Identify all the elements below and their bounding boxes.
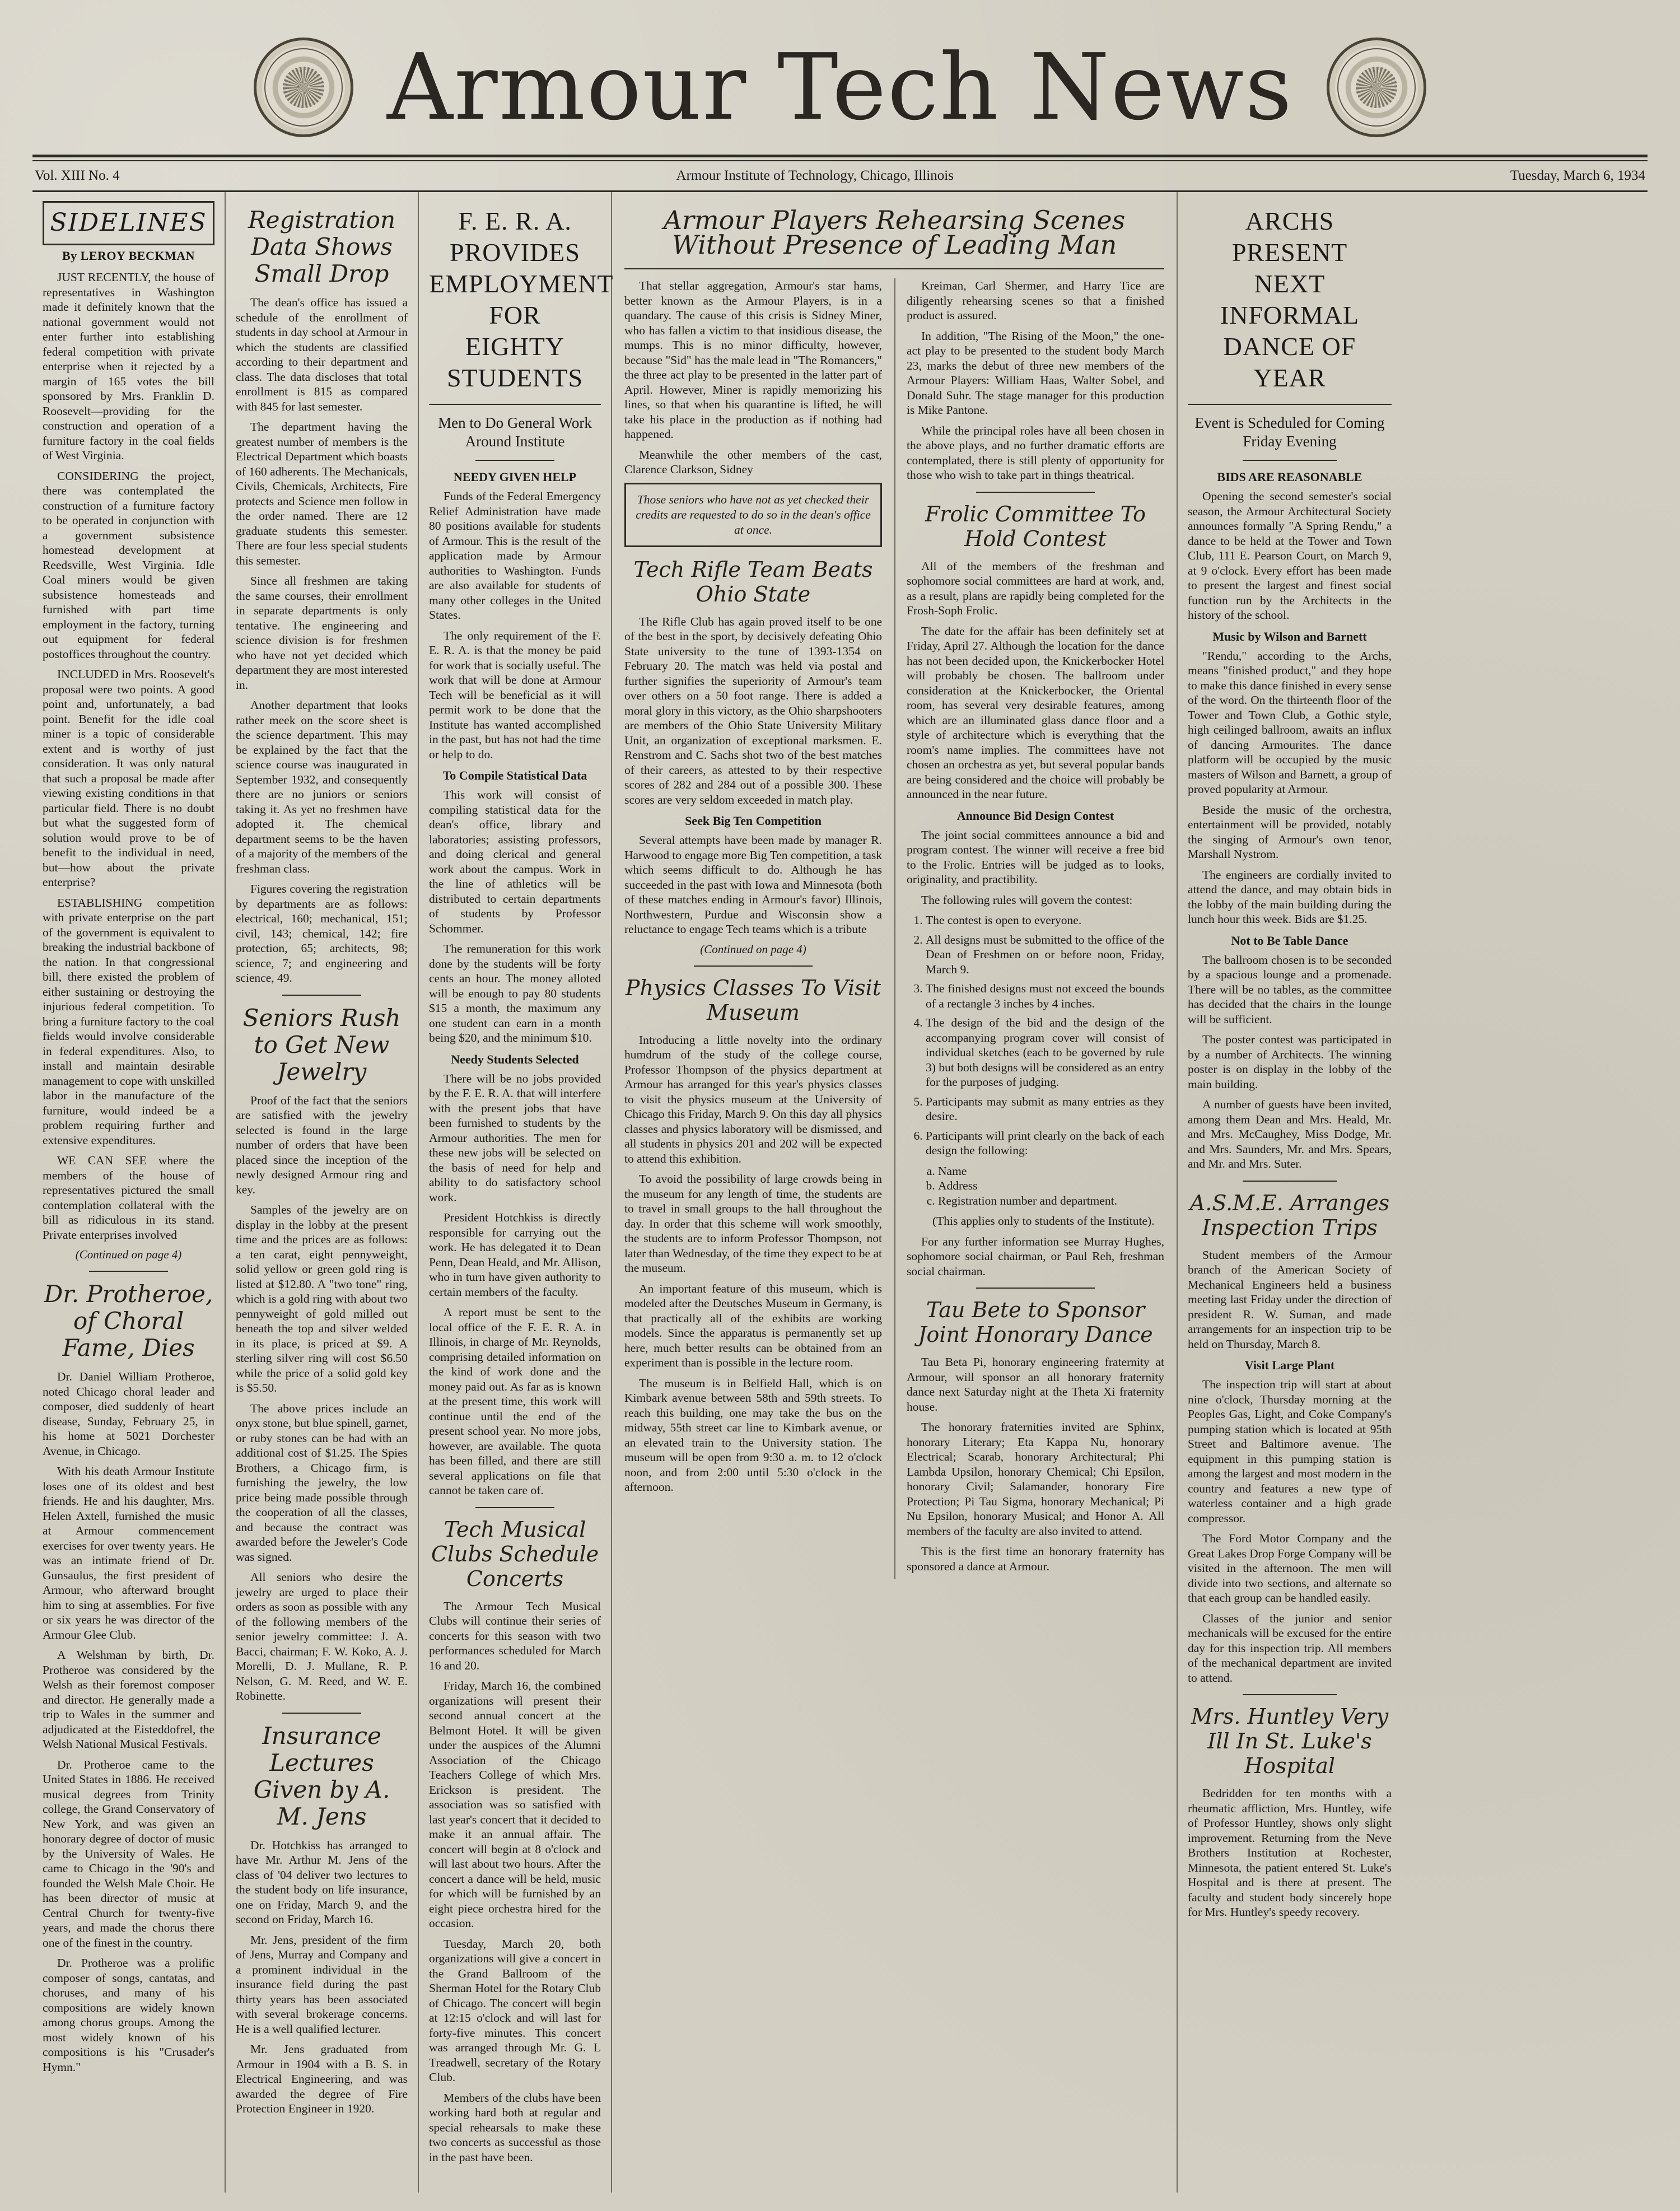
contest-rule-sub: c. Registration number and department. [938,1193,1164,1209]
registration-paragraph: Since all freshmen are taking the same courses, their enrollment in separate departments is only tentative. The engineering and science division is for freshmen who have not yet decided which department they are most interested in. [236,574,408,692]
section-divider [976,492,1095,493]
column-right-rail [1178,192,1402,2193]
archs-headline-line1: ARCHS PRESENT [1231,207,1348,267]
section-divider [475,1507,554,1508]
protheroe-paragraph: Dr. Protheroe came to the United States in 1886. He received musical degrees from Trinity college, the Grand Conservatory of New York, and was given an honorary degree of doctor of music by the University of Wales. He came to Chicago in the '90's and founded the Welsh Male Choir. He has been director of music at Central Church for twenty-five years, and made the chorus there one of the finest in the country. [43,1757,214,1949]
contest-rules-list [907,913,1164,1158]
protheroe-headline: Dr. Protheroe, of Choral Fame, Dies [44,1280,213,1361]
registration-headline: Registration Data Shows Small Drop [248,206,395,287]
subhead-divider [475,460,554,461]
headline-rule [1188,404,1392,405]
contest-rule: 5. Participants may submit as many entries as they desire. [926,1094,1164,1124]
asme-headline: A.S.M.E. Arranges Inspection Trips [1189,1190,1390,1240]
sidelines-paragraph: ESTABLISHING competition with private enterprise on the part of the government is equivalent to breaking the industrial backbone of the nation. In that congressional bill, there existed the problem of either sustaining or destroying the injurious federal competition. To bring a furniture factory to the coal fields would involve considerable in federal expenditures. Also, to install and maintain desirable management to cope with unskilled labor in the manufacture of the furniture, would indeed be a problem requiring further and extensive expenditures. [43,895,214,1147]
fera-subhead: Men to Do General Work Around Institute [438,414,592,450]
contest-rule: 1. The contest is open to everyone. [926,913,1164,928]
issue-date: Tuesday, March 6, 1934 [1510,168,1645,183]
archs-paragraph: A number of guests have been invited, among them Dean and Mrs. Heald, Mr. and Mrs. McCaughey, Miss Dodge, Mr. and Mrs. Saunders, Mr. and Mrs. Spears, and Mr. and Mrs. Suter. [1188,1098,1392,1170]
archs-headline-line2: NEXT INFORMAL [1220,269,1360,329]
musical-clubs-paragraph: Tuesday, March 20, both organizations will give a concert in the Grand Ballroom of the Sherman Hotel for the Rotary Club of Chicago. The concert will begin at 12:15 o'clock and will last for forty-five minutes. This concert was arranged through Mr. G. L Treadwell, secretary of the Rotary Club. [429,1937,601,2084]
section-divider [1243,1181,1336,1182]
jewelry-paragraph: Samples of the jewelry are on display in the lobby at the present time and the prices are as follows: a ten carat, eight pennyweight, solid yellow or green gold ring is listed at $12.80. A "two tone" ring, which is a gold ring with about two pennyweight of gold milled out beneath the top and silver welded in its place, is priced at $9. A sterling silver ring will cost $6.50 while the price of a solid gold key is $5.50. [236,1203,408,1394]
physics-paragraph: An important feature of this museum, which is modeled after the Deutsches Museum in Germany, is that practically all of the exhibits are working models. Since the apparatus is permanently set up here, much better results can be obtained from an experiment than is possible in the lecture room. [624,1281,882,1369]
protheroe-paragraph: Dr. Protheroe was a prolific composer of songs, cantatas, and choruses, and many of his compositions are widely known among chorus groups. Among the most widely known of his compositions is his "Crusader's Hymn." [43,1956,214,2074]
section-divider [282,1713,361,1714]
archs-headline-line3: DANCE OF YEAR [1223,332,1356,392]
players-paragraph: In addition, "The Rising of the Moon," the one-act play to be presented to the student body March 23, marks the debut of three new members of the Armour Players: William Haas, Walter Sobel, and Donald Suhr. The stage manager for this production is Mike Pantone. [907,329,1164,417]
players-headline-line2: Without Presence of Leading Man [671,230,1117,260]
players-paragraph: That stellar aggregation, Armour's star hams, better known as the Armour Players, is in a quandary. The cause of this crisis is Sidney Miner, who has fallen a victim to that insidious disease, the mumps. This is no minor difficulty, however, because "Sid" has the male lead in "The Romancers," the three act play to be presented in the latter part of April. However, Miner is rapidly memorizing his lines, so that when his quarantine is lifted, he will take his place in the production as if nothing had happened. [624,279,882,441]
rifle-headline: Tech Rifle Team Beats Ohio State [633,557,873,607]
players-paragraph: Meanwhile the other members of the cast, Clarence Clarkson, Sidney [624,447,882,476]
insurance-headline: Insurance Lectures Given by A. M. Jens [253,1722,390,1830]
frolic-paragraph: For any further information see Murray Hughes, sophomore social chairman, or Paul Reh, freshman social chairman. [907,1234,1164,1278]
asme-paragraph: Classes of the junior and senior mechanicals will be excused for the entire day for this inspection trip. All members of the mechanical department are invited to attend. [1188,1611,1392,1685]
archs-paragraph: The ballroom chosen is to be seconded by a spacious lounge and a promenade. There will be no tables, as the committee has decided that the chairs in the lounge will be sufficient. [1188,953,1392,1026]
headline-rule [624,268,1164,269]
frolic-paragraph: The following rules will govern the contest: [921,893,1133,907]
archs-subheading: Music by Wilson and Barnett [1212,629,1367,643]
contest-rule: 3. The finished designs must not exceed the bounds of a rectangle 3 inches by 4 inches. [926,981,1164,1011]
protheroe-paragraph: Dr. Daniel William Protheroe, noted Chicago choral leader and composer, died suddenly of heart disease, Sunday, February 25, in his home at 5021 Dorchester Avenue, in Chicago. [43,1370,214,1458]
archs-paragraph: "Rendu," according to the Archs, means "finished product," and they hope to make this dance finished in every sense of the word. On the thirteenth floor of the Tower and Town Club, a Gothic style, high ceilinged ballroom, awaits an influx of dancing Armourites. The dance platform will be occupied by the music masters of Wilson and Barnett, a group of proved popularity at Armour. [1188,649,1392,796]
fera-subheading: To Compile Statistical Data [442,768,587,782]
registration-paragraph: The department having the greatest number of members is the Electrical Department which boasts of 160 adherents. The Mechanicals, Civils, Chemicals, Architects, Fire protects and Science men follow in the order named. There are 12 graduate students this semester. There are four less special students this semester. [236,420,408,567]
tau-beta-paragraph: Tau Beta Pi, honorary engineering fraternity at Armour, will sponsor an all honorary fraternity dance next Saturday night at the Theta Xi fraternity house. [907,1355,1164,1414]
archs-paragraph: Beside the music of the orchestra, entertainment will be provided, notably the singing of Armour's own tenor, Marshall Nystrom. [1188,803,1392,861]
physics-paragraph: The museum is in Belfield Hall, which is on Kimbark avenue between 58th and 59th streets. To reach this building, one may take the bus on the midway, 55th street car line to Kimbark avenue, or an elevated train to the University station. The museum will be open from 9:30 a. m. to 12 o'clock noon, and from 2:00 until 5:30 o'clock in the afternoon. [624,1376,882,1494]
players-headline-line1: Armour Players Rehearsing Scenes [663,205,1126,235]
section-divider [1243,1694,1336,1695]
players-paragraph: Kreiman, Carl Shermer, and Harry Tice are diligently rehearsing scenes so that a finished product is assured. [907,279,1164,322]
fera-paragraph: There will be no jobs provided by the F. E. R. A. that will interfere with the present jobs that have been furnished to students by the Armour authorities. The men for these new jobs will be selected on the basis of need for help and ability to do satisfactory school work. [429,1071,601,1204]
sidelines-byline: By LEROY BECKMAN [62,249,195,263]
sidelines-paragraph: INCLUDED in Mrs. Roosevelt's proposal were two points. A good point and, unfortunately, a bad point. Benefit for the idle coal miner is a topic of considerable extent and is worthy of just consideration. It was only natural that such a proposal be made after viewing existing conditions in that particular field. There is no doubt but what the suggested form of solution would prove to be of benefit to the individual in need, but—how about the private enterprise? [43,668,214,889]
section-divider [694,965,813,967]
section-divider [976,1288,1095,1289]
volume-number: Vol. XIII No. 4 [35,168,120,183]
sidelines-masthead-box [43,201,214,245]
masthead [32,0,1648,151]
players-paragraph: While the principal roles have all been chosen in the above plays, and no further dramatic efforts are contemplated, there is still plenty of opportunity for those who wish to take part in things theatrical. [907,423,1164,482]
continued-note: (Continued on page 4) [700,942,806,956]
seniors-credits-notice: Those seniors who have not as yet checked their credits are requested to do so in the dean's office at once. [624,483,882,547]
contest-rule-sublist [907,1164,1164,1209]
archs-paragraph: The engineers are cordially invited to attend the dance, and may obtain bids in the lobby of the main building during the lunch hour this week. Bids are $1.25. [1188,867,1392,926]
musical-clubs-paragraph: The Armour Tech Musical Clubs will continue their series of concerts for this season with two performances scheduled for March 16 and 20. [429,1599,601,1672]
protheroe-paragraph: A Welshman by birth, Dr. Protheroe was considered by the Welsh as their foremost composer and director. He generally made a trip to Wales in the summer and adjudicated at the Eisteddofrel, the Welsh National Musical Festivals. [43,1648,214,1751]
sidelines-title: SIDELINES [50,208,207,237]
jewelry-paragraph: The above prices include an onyx stone, but blue spinell, garnet, or ruby stones can be had with an additional cost of $1.25. The Spies Brothers, a Chicago firm, is furnishing the jewelry, the low price being made possible through the cooperation of all the classes, and because the contract was awarded before the Jeweler's Code was signed. [236,1401,408,1564]
fera-paragraph: This work will consist of compiling statistical data for the dean's office, library and laboratories; assisting professors, and doing clerical and general work about the campus. Work in the line of athletics will be distributed to certain departments of students by Professor Schommer. [429,788,601,935]
contest-rule-note: (This applies only to students of the Institute). [932,1214,1155,1228]
asme-paragraph: The Ford Motor Company and the Great Lakes Drop Forge Company will be visited in the afternoon. The men will divide into two sections, and alternate so that each group can be handled easily. [1188,1532,1392,1604]
tau-beta-paragraph: This is the first time an honorary fraternity has sponsored a dance at Armour. [907,1545,1164,1573]
rifle-subheading: Seek Big Ten Competition [685,814,822,828]
armour-seal-right-icon [1327,38,1426,137]
asme-subheading: Visit Large Plant [1244,1358,1335,1372]
sidelines-paragraph: WE CAN SEE where the members of the house of representatives pictured the small contemplation collateral with the bill as ridiculous in its stand. Private enterprises involved [43,1154,214,1242]
fera-headline-line1: F. E. R. A. PROVIDES [450,207,580,267]
fera-paragraph: President Hotchkiss is directly responsible for carrying out the work. He has delegated it to Dean Penn, Dean Heald, and Mr. Allison, who in turn have given authority to certain members of the faculty. [429,1211,601,1299]
protheroe-paragraph: With his death Armour Institute loses one of its oldest and best friends. He and his daughter, Mrs. Helen Axtell, furnished the music at Armour commencement exercises for over twenty years. He was an intimate friend of Dr. Gunsaulus, the first president of Armour, who afterward brought him to sing at assemblies. For five or six years he was director of the Armour Glee Club. [43,1464,214,1641]
column-1 [32,192,226,2193]
jewelry-paragraph: All seniors who desire the jewelry are urged to place their orders as soon as possible with any of the following members of the senior jewelry committee: J. A. Bacci, chairman; F. W. Koko, A. J. Morelli, D. J. Mullane, R. P. Nelson, G. M. Reed, and W. E. Robinette. [236,1570,408,1702]
registration-paragraph: Figures covering the registration by departments are as follows: electrical, 160; mechanical, 151; civil, 143; chemical, 142; fire protection, 65; architects, 98; science, 7; and engineering and science, 49. [236,882,408,985]
musical-clubs-paragraph: Friday, March 16, the combined organizations will present their second annual concert at the Belmont Hotel. It will be given under the auspices of the Alumni Association of the Chicago Teachers College of which Mrs. Erickson is president. The association was so satisfied with last year's concert that it decided to make it an annual affair. The concert will begin at 8 o'clock and will last about two hours. After the concert a dance will be held, music for which will be furnished by an eight piece orchestra hired for the occasion. [429,1679,601,1930]
folio-line [32,161,1648,190]
page-title: Armour Tech News [387,34,1293,141]
frolic-subheading: Announce Bid Design Contest [956,808,1114,823]
archs-subhead: Event is Scheduled for Coming Friday Evening [1194,414,1385,450]
center-subcolumns [624,278,1164,1579]
insurance-paragraph: Mr. Jens graduated from Armour in 1904 with a B. S. in Electrical Engineering, and was awarded the degree of Fire Protection Engineer in 1920. [236,2042,408,2115]
huntley-headline: Mrs. Huntley Very Ill In St. Luke's Hospital [1191,1704,1389,1778]
continued-note: (Continued on page 4) [75,1248,182,1261]
section-divider [89,1271,168,1272]
section-divider [282,995,361,996]
frolic-paragraph: All of the members of the freshman and sophomore social committees are hard at work, and, as a result, plans are rapidly being completed for the Frosh-Soph Frolic. [907,559,1164,617]
contest-rule-sub: b. Address [938,1178,1164,1193]
sidelines-paragraph: CONSIDERING the project, there was contemplated the construction of a furniture factory to be operated in conjunction with a government subsistence homestead development at Reedsville, West Virginia. Idle Coal miners would be given subsistence homesteads and furnished with part time employment in the factory, turning out equipment for federal postoffices throughout the country. [43,469,214,661]
fera-subheading: Needy Students Selected [451,1052,579,1066]
fera-paragraph: Funds of the Federal Emergency Relief Administration have made 80 positions available for students of Armour. This is the result of the application made by Armour authorities to Washington. Funds are also available for students of many other colleges in the United States. [429,489,601,622]
insurance-paragraph: Mr. Jens, president of the firm of Jens, Murray and Company and a prominent individual in the insurance field during the past thirty years has been associated with several brokerage concerns. He is a well qualified lecturer. [236,1933,408,2036]
musical-clubs-paragraph: Members of the clubs have been working hard both at regular and special rehearsals to make these two concerts as successful as those in the past have been. [429,2091,601,2164]
physics-headline: Physics Classes To Visit Museum [625,975,881,1025]
jewelry-headline: Seniors Rush to Get New Jewelry [242,1004,401,1085]
musical-clubs-headline: Tech Musical Clubs Schedule Concerts [431,1517,599,1591]
archs-paragraph: Opening the second semester's social season, the Armour Architectural Society announces formally "A Spring Rendu," a dance to be held at the Tower and Town Club, 111 E. Pearson Court, on March 9, at 9 o'clock. Every effort has been made to present the largest and finest social function run by the Architects in the history of the school. [1188,489,1392,622]
rifle-paragraph: The Rifle Club has again proved itself to be one of the best in the sport, by decisively defeating Ohio State university to the tune of 1393-1354 on February 20. The match was held via postal and further signifies the superiority of Armour's team over others on a 50 foot range. There is added a moral glory in this victory, as the Ohio sharpshooters are members of the Ohio State University Military Unit, an organization of exceptional marksmen. E. Renstrom and C. Sachs shot two of the best matches of their careers, as attested to by their respective scores of 282 and 284 out of a possible 300. These scores are very seldom exceeded in match play. [624,614,882,806]
masthead-rule-thick [32,155,1648,157]
fera-paragraph: The only requirement of the F. E. R. A. is that the money be paid for work that is socially useful. The work that will be done at Armour Tech will be beneficial as it will permit work to be done that the Institute has wanted accomplished in the past, but has not had the time or help to do. [429,628,601,761]
contest-rule: 6. Participants will print clearly on the back of each design the following: [926,1128,1164,1158]
fera-paragraph: A report must be sent to the local office of the F. E. R. A. in Illinois, in charge of Mr. Reynolds, comprising detailed information on the kind of work done and the money paid out. As far as is known at the present time, this work will continue until the end of the present school year. No more jobs, however, are available. The quota has been filled, and there are still several applications on file that cannot be taken care of. [429,1305,601,1497]
physics-paragraph: Introducing a little novelty into the ordinary humdrum of the study of the college course, Professor Thompson of the physics department at Armour has arranged for this year's physics classes to visit the physics museum at the University of Chicago this Friday, March 9. On this day all physics classes and physics laboratory will be dismissed, and all students in physics 201 and 202 will be expected to attend this exhibition. [624,1033,882,1165]
contest-rule: 2. All designs must be submitted to the office of the Dean of Freshmen on or before noon, Friday, March 9. [926,932,1164,977]
frolic-headline: Frolic Committee To Hold Contest [925,501,1146,551]
contest-rule-sub: a. Name [938,1164,1164,1179]
frolic-paragraph: The joint social committees announce a bid and program contest. The winner will receive a free bid to the Frolic. Entries will be judged as to looks, originality, and practibility. [907,828,1164,886]
fera-kicker: NEEDY GIVEN HELP [453,470,577,484]
tau-beta-headline: Tau Bete to Sponsor Joint Honorary Dance [918,1298,1153,1347]
registration-paragraph: Another department that looks rather meek on the score sheet is the science department. This may be explained by the fact that the science course was inaugurated in September 1932, and consequently there are no juniors or seniors taking it. As yet no freshmen have adopted it. The chemical department seems to be the haven of a majority of the members of the freshman class. [236,698,408,875]
jewelry-paragraph: Proof of the fact that the seniors are satisfied with the jewelry selected is found in the large number of orders that have been placed since the inception of the newly designed Armour ring and key. [236,1093,408,1196]
subhead-divider [1243,460,1336,461]
archs-paragraph: The poster contest was participated in by a number of Architects. The winning poster is on display in the lobby of the main building. [1188,1033,1392,1091]
rifle-paragraph: Several attempts have been made by manager R. Harwood to engage more Big Ten competition, a task which seems difficult to do. Although he has succeeded in the past with Iowa and Minnesota (both of these matches ending in Armour's favor) Illinois, Northwestern, Purdue and Wisconsin show a reluctance to engage Tech teams which is a tribute [624,833,882,936]
headline-rule [429,404,601,405]
asme-paragraph: The inspection trip will start at about nine o'clock, Thursday morning at the Peoples Gas, Light, and Coke Company's pumping station which is located at 95th Street and Baltimore avenue. The equipment in this pumping station is among the largest and most modern in the country and features a new type of waterless container and a high grade compressor. [1188,1378,1392,1525]
institution-line: Armour Institute of Technology, Chicago, Illinois [676,168,954,183]
column-4-center [612,192,1178,2193]
huntley-paragraph: Bedridden for ten months with a rheumatic affliction, Mrs. Huntley, wife of Professor Huntley, shows only slight improvement. Returning from the Neve Brothers Institution at Rochester, Minnesota, the patient entered St. Luke's Hospital and is there at present. The faculty and student body sincerely hope for Mrs. Huntley's speedy recovery. [1188,1786,1392,1919]
archs-subheading: Not to Be Table Dance [1231,933,1348,948]
tau-beta-paragraph: The honorary fraternities invited are Sphinx, honorary Literary; Eta Kappa Nu, honorary Electrical; Scarab, honorary Architectural; Phi Lambda Upsilon, honorary Chemical; Chi Epsilon, honorary Civil; Salamander, honorary Fire Protection; Pi Tau Sigma, honorary Mechanical; Pi Nu Epsilon, honorary Musical; and Honor A. All members of the faculty are also invited to attend. [907,1420,1164,1538]
armour-seal-left-icon [254,38,353,137]
column-2 [226,192,419,2193]
fera-paragraph: The remuneration for this work done by the students will be forty cents an hour. The money alloted will be enough to pay 80 students $15 a month, the maximum any one student can earn in a month being $20, and the minimum $10. [429,942,601,1044]
insurance-paragraph: Dr. Hotchkiss has arranged to have Mr. Arthur M. Jens of the class of '04 deliver two lectures to the student body on life insurance, one on Friday, March 9, and the second on Friday, March 16. [236,1838,408,1926]
fera-headline-line2: EMPLOYMENT FOR [429,269,614,329]
archs-kicker: BIDS ARE REASONABLE [1217,470,1362,484]
center-subcolumn-a [624,278,895,1579]
center-subcolumn-b [907,278,1164,1579]
fera-headline-line3: EIGHTY STUDENTS [446,332,584,392]
registration-paragraph: The dean's office has issued a schedule of the enrollment of students in day school at Armour in which the students are classified according to their department and class. The data discloses that total enrollment is 815 as compared with 845 for last semester. [236,296,408,413]
sidelines-paragraph: JUST RECENTLY, the house of representatives in Washington made it definitely known that the national government would not enter further into establishing federal competition with private enterprise when it rejected by a margin of 165 votes the bill sponsored by Mrs. Franklin D. Roosevelt—providing for the construction and operation of a furniture factory in the coal fields of West Virginia. [43,270,214,462]
column-3 [419,192,612,2193]
contest-rule: 4. The design of the bid and the design of the accompanying program cover will consist of individual sketches (each to be governed by rule 3) but both designs will be considered as an entry for the purposes of judging. [926,1015,1164,1090]
physics-paragraph: To avoid the possibility of large crowds being in the museum for any length of time, the students are to travel in small groups to the hall throughout the day. In order that this scheme will work smoothly, the students are to inform Professor Thompson, not later than Wednesday, of the time they expect to be at the museum. [624,1172,882,1275]
asme-paragraph: Student members of the Armour branch of the American Society of Mechanical Engineers held a business meeting last Friday under the direction of president R. W. Suman, and made arrangements for an inspection trip to be held on Thursday, March 8. [1188,1248,1392,1351]
article-columns [32,190,1648,2193]
frolic-paragraph: The date for the affair has been definitely set at Friday, April 27. Although the location for the dance has not been decided upon, the Knickerbocker Hotel will probably be chosen. The ballroom under consideration at the Knickerbocker, the Oriental room, has several very desirable features, among which are an illuminated glass dance floor and a style of architecture which is everything that the room's name implies. The committees have not chosen an orchestra as yet, but several popular bands are being considered and the choice will probably be announced in the near future. [907,624,1164,801]
